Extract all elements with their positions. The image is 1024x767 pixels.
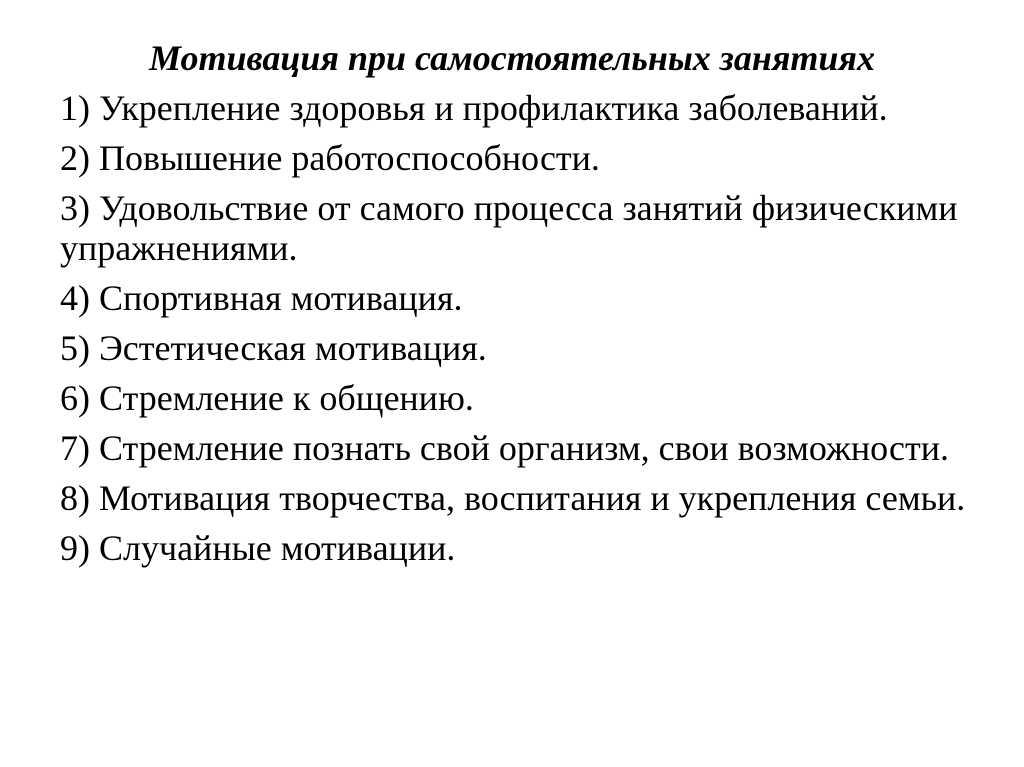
list-item: 4) Спортивная мотивация.	[60, 278, 463, 318]
list-item: 9) Случайные мотивации.	[60, 528, 456, 568]
motivation-list	[60, 88, 1000, 578]
slide-title: Мотивация при самостоятельных занятиях	[149, 38, 875, 78]
list-item: 2) Повышение работоспособности.	[60, 138, 600, 178]
list-item: 8) Мотивация творчества, воспитания и укрепления семьи.	[60, 478, 966, 518]
list-item: 6) Стремление к общению.	[60, 378, 474, 418]
list-item: 5) Эстетическая мотивация.	[60, 328, 487, 368]
list-item: 3) Удовольствие от самого процесса занятий физическими упражнениями.	[60, 188, 958, 268]
list-item: 7) Стремление познать свой организм, свои возможности.	[60, 428, 949, 468]
list-item: 1) Укрепление здоровья и профилактика заболеваний.	[60, 88, 888, 128]
